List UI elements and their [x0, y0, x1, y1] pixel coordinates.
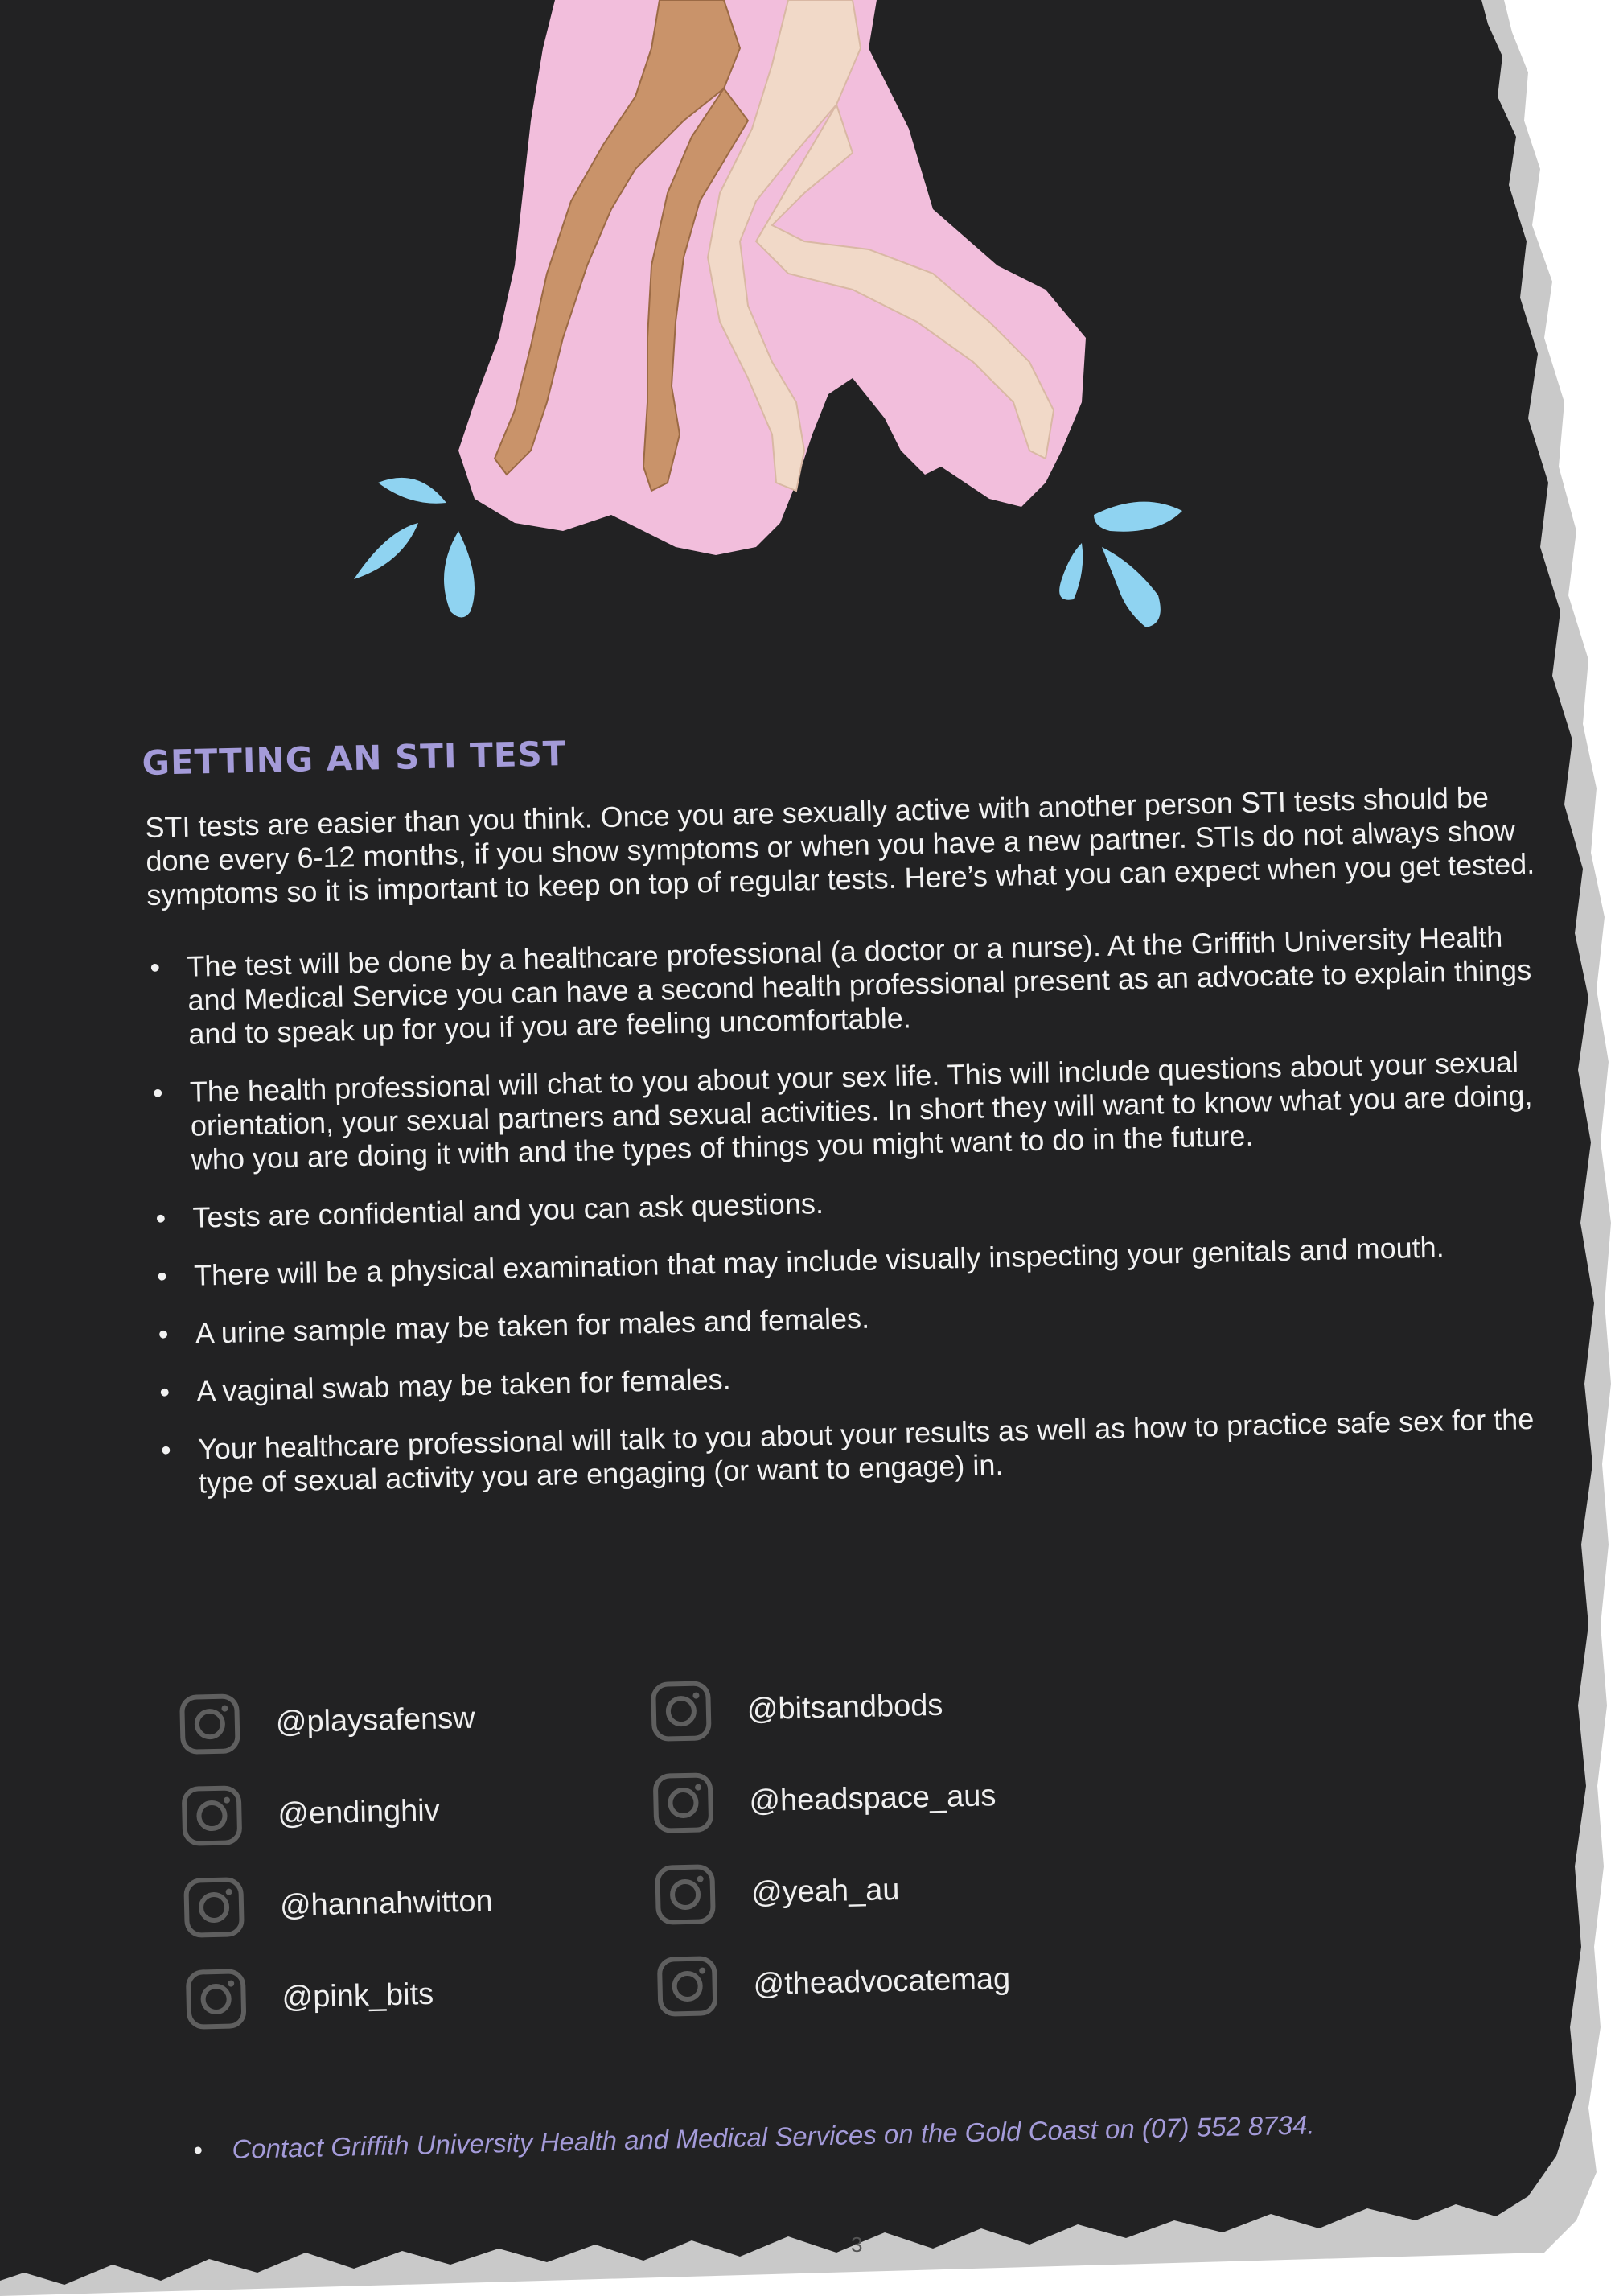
- social-link-theadvocatemag[interactable]: [655, 1955, 1011, 2022]
- list-item: • A urine sample may be taken for males and females.: [153, 1286, 1545, 1352]
- social-handle: @playsafensw: [275, 1701, 475, 1740]
- test-info-list: [145, 920, 1549, 1525]
- social-link-yeah-au[interactable]: [652, 1863, 900, 1931]
- list-item: • A vaginal swab may be taken for females.: [154, 1344, 1547, 1409]
- intro-paragraph: STI tests are easier than you think. Once you are sexually active with another person STI tests should be done every 6-12 months, if you show symptoms or when you have a new partner. STIs do not always show symptoms so it is important to keep on top of regular tests. Here’s what you can expect when you get tested.: [145, 780, 1535, 911]
- hero-illustration: [338, 0, 1206, 644]
- instagram-icon: [648, 1678, 714, 1744]
- social-link-pink-bits[interactable]: [183, 1968, 434, 2035]
- contact-text: • Contact Griffith University Health and Medical Services on the Gold Coast on (07) 552 8734.: [193, 2108, 1315, 2167]
- list-item: • Your healthcare professional will talk to you about your results as well as how to practice safe sex for the type of sexual activity you are engaging (or want to engage) in.: [156, 1402, 1548, 1501]
- list-item: • The test will be done by a healthcare professional (a doctor or a nurse). At the Griffith University Health and Medical Service you can have a second health professional present as an advocate to explain things and to speak up for you if you are feeling uncomfortable.: [145, 920, 1538, 1052]
- social-link-headspace-aus[interactable]: [651, 1771, 997, 1839]
- social-handle: @yeah_au: [750, 1872, 900, 1911]
- water-drops-left: [354, 478, 475, 618]
- social-handle: @headspace_aus: [748, 1779, 997, 1819]
- social-link-hannahwitton[interactable]: [181, 1876, 494, 1944]
- instagram-icon: [183, 1966, 249, 2032]
- social-link-bitsandbods[interactable]: [648, 1680, 943, 1747]
- instagram-icon: [652, 1862, 718, 1928]
- instagram-icon: [181, 1874, 247, 1940]
- social-link-playsafensw[interactable]: [177, 1693, 475, 1760]
- list-item: • Tests are confidential and you can ask questions.: [150, 1171, 1543, 1236]
- page-number: 3: [851, 2232, 863, 2257]
- contact-note: [193, 2108, 1315, 2167]
- water-drops-right: [1059, 502, 1182, 627]
- instagram-icon: [651, 1770, 717, 1836]
- list-item: • The health professional will chat to you about your sex life. This will include questions about your sexual orientation, your sexual partners and sexual activities. In short they will want to know what you are doing, who you are doing it with and the types of things you might want to do in the future.: [148, 1045, 1541, 1178]
- social-handle: @endinghiv: [277, 1793, 441, 1832]
- social-handle: @hannahwitton: [279, 1884, 494, 1924]
- instagram-icon: [179, 1783, 245, 1849]
- social-handle: @pink_bits: [281, 1977, 434, 2015]
- social-handle: @theadvocatemag: [753, 1961, 1011, 2002]
- social-handle: @bitsandbods: [746, 1688, 943, 1727]
- social-accounts-right: [648, 1680, 1011, 2047]
- social-accounts-left: [177, 1693, 494, 2059]
- instagram-icon: [177, 1691, 243, 1757]
- section-heading: GETTING AN STI TEST: [142, 734, 567, 783]
- instagram-icon: [655, 1953, 721, 2019]
- social-link-endinghiv[interactable]: [179, 1784, 441, 1852]
- list-item: • There will be a physical examination that may include visually inspecting your genitals and mouth.: [152, 1228, 1544, 1294]
